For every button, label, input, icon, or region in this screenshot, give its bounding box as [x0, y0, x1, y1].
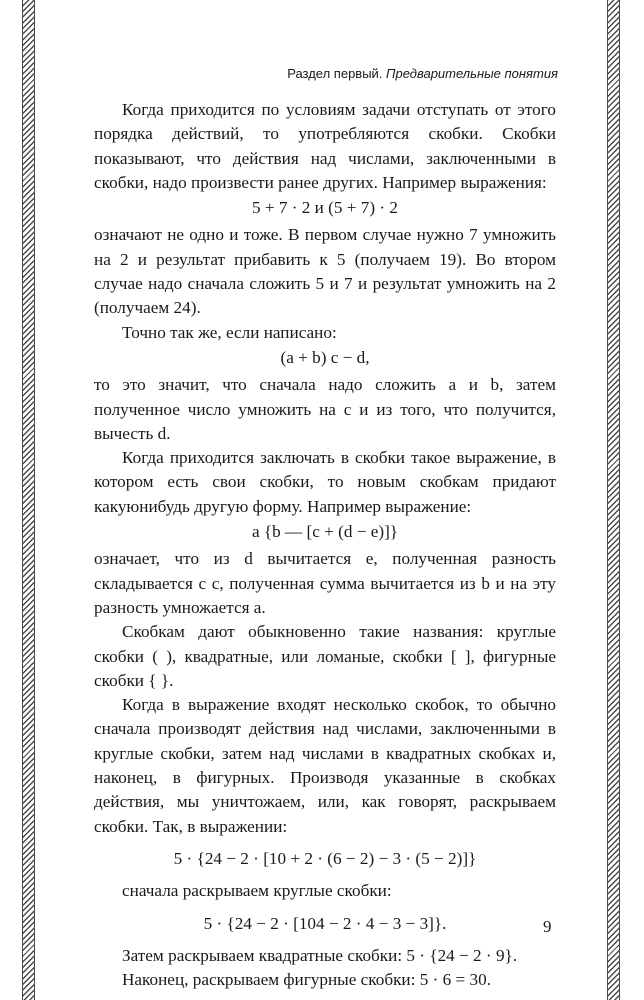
right-edge-border [607, 0, 620, 1000]
paragraph-2: означают не одно и тоже. В первом случае нужно 7 умножить на 2 и результат прибавить к 5 (получаем 19). Во втором случае надо сначала сложить 5 и 7 и результат умножить на 2 (получаем 24). [94, 225, 556, 318]
formula-3: a {b — [c + (d − e)]} [251, 522, 399, 542]
formula-4: 5 · {24 − 2 · [10 + 2 · (6 − 2) − 3 · (5 − 2)]} [173, 848, 477, 868]
paragraph-8: Когда в выражение входят несколько скобок, то обычно сначала производят действия над числами, заключенными в круглые скобки, затем над числами в квадратных скобках и, наконец, в фигурных. Производя указанные в скобках действия, мы уничтожаем, или, как говорят, раскрываем скобки. Так, в выражении: [94, 695, 556, 836]
paragraph-6: означает, что из d вычитается e, полученная разность складывается с c, полученная сумма вычитается из b и на эту разность умножается a. [94, 549, 556, 617]
formula-5: 5 · {24 − 2 · [104 − 2 · 4 − 3 − 3]}. [203, 913, 447, 933]
paragraph-1: Когда приходится по условиям задачи отступать от этого порядка действий, то употребляются скобки. Скобки показывают, что действия над числами, заключенными в скобки, надо произвести ранее других. Например выражения: [94, 100, 556, 192]
formula-1: 5 + 7 · 2 и (5 + 7) · 2 [251, 198, 398, 218]
formula-2: (a + b) c − d, [280, 347, 370, 367]
running-head-section: Раздел первый. [287, 66, 383, 81]
page-body [94, 98, 556, 992]
page-number: 9 [543, 917, 552, 936]
paragraph-11: Наконец, раскрываем фигурные скобки: 5 · 6 = 30. [122, 970, 491, 990]
paragraph-7: Скобкам дают обыкновенно такие названия: круглые скобки ( ), квадратные, или ломаные, скобки [ ], фигурные скобки { }. [94, 622, 556, 690]
left-edge-border [22, 0, 35, 1000]
running-head [287, 66, 558, 81]
paragraph-4: то это значит, что сначала надо сложить a и b, затем полученное число умножить на c и из того, что получится, вычесть d. [94, 375, 556, 443]
paragraph-9: сначала раскрываем круглые скобки: [122, 881, 392, 901]
paragraph-3: Точно так же, если написано: [122, 322, 337, 342]
running-head-title: Предварительные понятия [386, 66, 558, 81]
paragraph-10: Затем раскрываем квадратные скобки: 5 · {24 − 2 · 9}. [122, 945, 518, 965]
paragraph-5: Когда приходится заключать в скобки такое выражение, в котором есть свои скобки, то новым скобкам придают какуюнибудь другую форму. Например выражение: [94, 448, 556, 516]
